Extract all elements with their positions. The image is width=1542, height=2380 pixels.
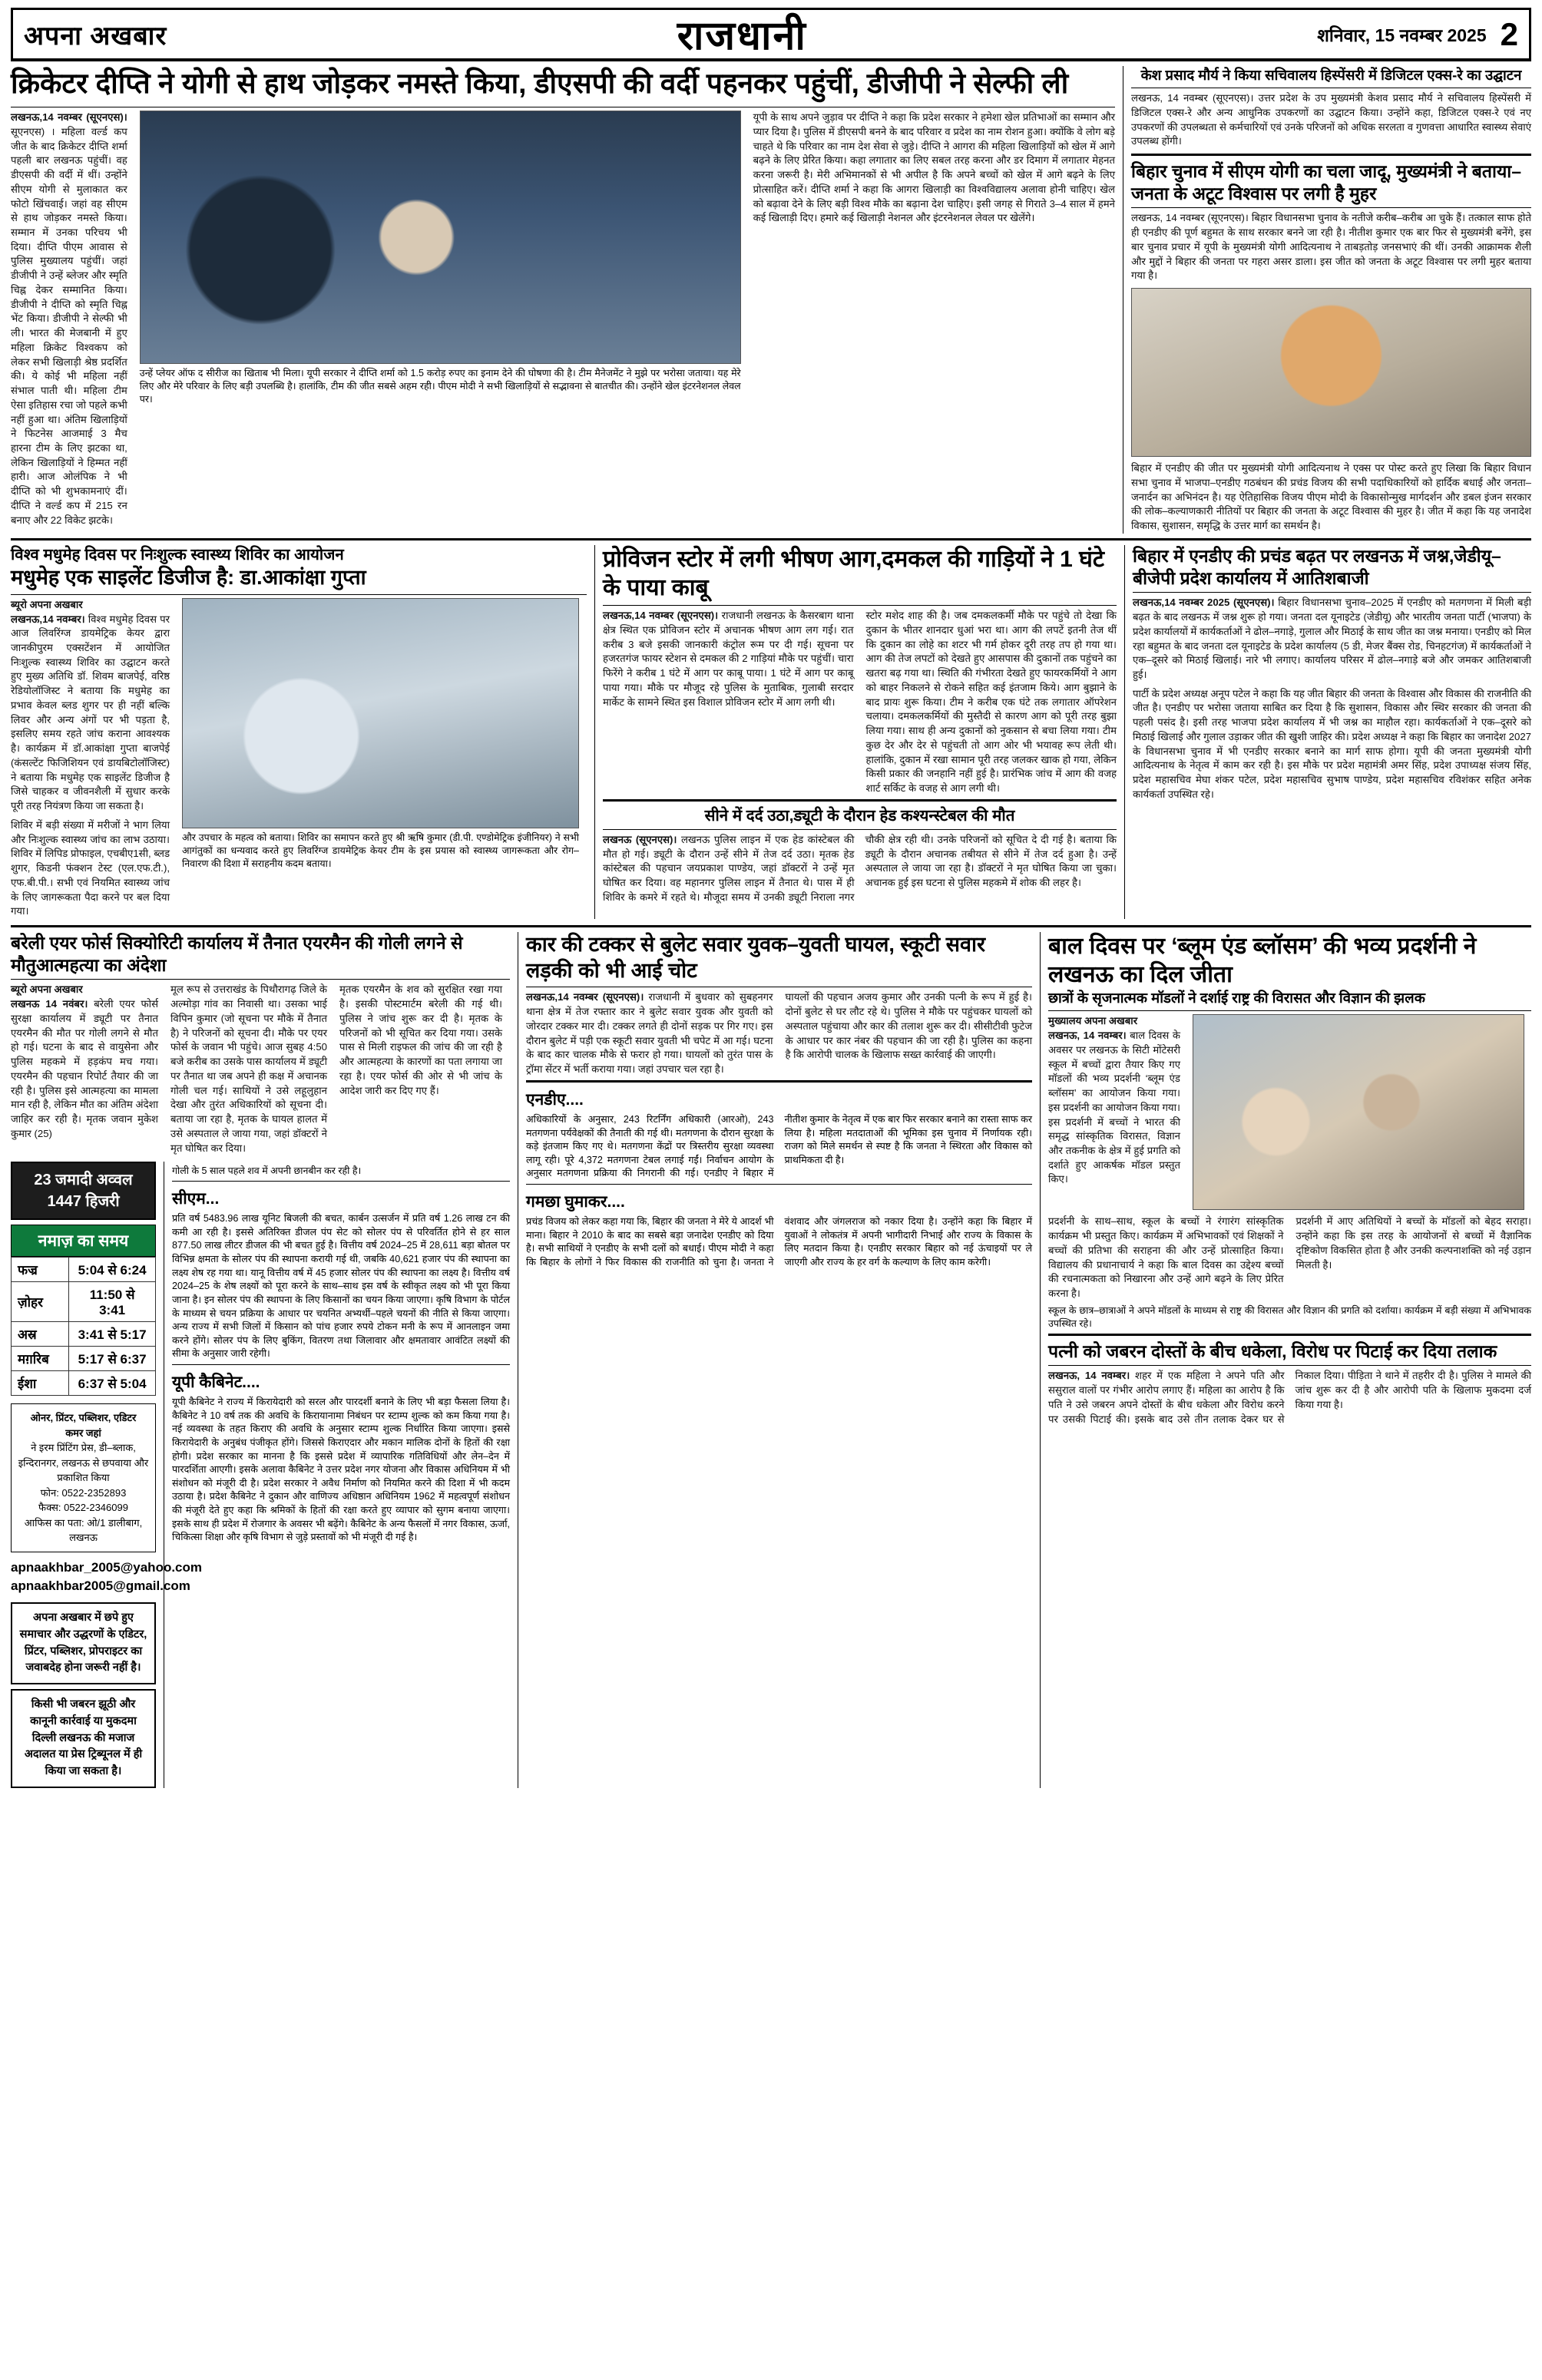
- nda-celebration-article: [1124, 545, 1531, 919]
- yogi-col2: लखनऊ, 14 नवम्बर (सूएनएस)। बिहार विधानसभा चुनाव के नतीजे करीब–करीब आ चुके हैं। तत्काल साफ होते ही एनडीए की पूर्ण बहुमत के साथ सरकार बनने जा रही है। नीतीश कुमार एक बार फिर से मुख्यमंत्री बनेंगे, इस बार चुनाव प्रचार में यूपी के मुख्यमंत्री योगी आदित्यनाथ ने ताबड़तोड़ जनसभाएं की थीं। उनकी आक्रामक शैली और मुद्दों ने बिहार की जनता पर गहरा असर डाला। इस जीत को जनता के अटूट विश्वास पर लगी मुहर बताया गया है।: [1131, 212, 1531, 282]
- car-col-1: [526, 990, 779, 1076]
- health-dateline: लखनऊ,14 नवम्बर।: [11, 613, 85, 625]
- imprint-name: कमर जहां: [65, 1426, 101, 1439]
- table-row: [12, 1371, 156, 1396]
- lead-dateline: लखनऊ,14 नवम्बर (सूएनएस)।: [11, 111, 127, 124]
- namaz-name: अस्र: [12, 1322, 69, 1347]
- airforce-caption: गोली के 5 साल पहले शव में अपनी छानबीन कर रही है।: [172, 1165, 362, 1177]
- namaz-time: 6:37 से 5:04: [69, 1371, 156, 1396]
- yogi-headline: बिहार चुनाव में सीएम योगी का चला जादू, मुख्यमंत्री ने बताया– जनता के अटूट विश्वास पर लगी है मुहर: [1131, 160, 1522, 203]
- namaz-name: मग़रिब: [12, 1347, 69, 1371]
- table-row: [12, 1258, 156, 1282]
- legal-jurisdiction-box: किसी भी जबरन झूठी और कानूनी कार्रवाई या मुकदमा दिल्ली लखनऊ की मजाज अदालत या प्रेस ट्रिब्यूनल में ही किया जा सकता है।: [11, 1689, 156, 1788]
- jump-ghumakkar-label: गमछा घुमाकर....: [526, 1193, 625, 1211]
- fire-col-2: [860, 609, 1117, 796]
- lead-article: [11, 66, 1123, 534]
- health-headline-1: विश्व मधुमेह दिवस पर निःशुल्क स्वास्थ्य शिविर का आयोजन: [11, 545, 344, 564]
- lead-col-2: [747, 111, 1115, 527]
- lead-col1-text: सूएनएस) । महिला वर्ल्ड कप जीत के बाद क्रिकेटर दीप्ति शर्मा पहली बार लखनऊ पहुंचीं। वह डीएसपी की वर्दी में थीं। उन्होंने सीएम योगी से मुलाकात कर फोटो खिंचवाई। जहां वह सीएम से हाथ जोड़कर नमस्ते किया। सम्मान में उनका परिचय भी दिया। दीप्ति पीएम आवास से पुलिस मुख्यालय पहुंचीं। जहां डीजीपी ने उन्हें ब्लेजर और स्मृति चिह्न देकर सम्मानित किया। डीजीपी ने दीप्ति को स्मृति चिह्न भेंट किया। डीजीपी ने सेल्फी भी ली। भारत की मेजबानी में हुए महिला क्रिकेट विश्वकप को लेकर सभी खिलाड़ी श्रेष्ठ प्रदर्शित की। ये कोई भी महिला नहीं संभाल पाती थी। महिला टीम ऐसा इतिहास रचा जो पहले कभी नहीं हुआ था। अंतिम खिलाड़ियों ने फिटनेस आजमाई 3 मैच हारना टीम के लिए झटका था, लेकिन खिलाड़ियों ने हिम्मत नहीं हारी। आज ओलंपिक ने भी दीप्ति को भी शुभकामनाएं दीं। दीप्ति ने वर्ल्ड कप में 215 रन बनाए और 22 विकेट झटके।: [11, 125, 127, 526]
- namaz-time: 3:41 से 5:17: [69, 1322, 156, 1347]
- bal-diwas-headline: बाल दिवस पर ‘ब्लूम एंड ब्लॉसम’ की भव्य प्रदर्शनी ने लखनऊ का दिल जीता: [1048, 933, 1477, 988]
- namaz-name: फज्र: [12, 1258, 69, 1282]
- nda-col2-text: पार्टी के प्रदेश अध्यक्ष अनूप पटेल ने कहा कि यह जीत बिहार की जनता के विश्वास और विकास की राजनीति की जीत है। एनडीए पर भरोसा जताया साबित कर दिया है कि सुशासन, विकास और स्थिर सरकार की जनता की पहली पसंद है। इसी तरह भाजपा प्रदेश कार्यालय में भी जश्न का माहौल रहा। कार्यकर्ताओं ने एक–दूसरे को मिठाई खिलाई और गुलाल उड़ाकर जीत की खुशी जाहिर की। प्रदेश अध्यक्ष ने कहा कि बिहार का जनादेश 2027 के विधानसभा चुनाव में भी एनडीए सरकार बनाने का मार्ग साफ होगा। यूपी की जनता मुख्यमंत्री योगी आदित्यनाथ के नेतृत्व में काम कर रही है। इस मौके पर प्रदेश महामंत्री अमर सिंह, प्रदेश उपाध्यक्ष संजय सिंह, प्रदेश महासचिव मेघा शंकर पटेल, प्रदेश महासचिव सुभाष पाण्डेय, प्रदेश महासचिव रविशंकर सहित अनेक कार्यकर्ता उपस्थित रहे।: [1133, 687, 1531, 800]
- health-col-1: [11, 598, 176, 919]
- jump-cabinet-label: यूपी कैबिनेट....: [172, 1373, 260, 1392]
- bal-diwas-col-3: [1290, 1215, 1532, 1301]
- lead-col2-text: यूपी के साथ अपने जुड़ाव पर दीप्ति ने कहा कि प्रदेश सरकार ने हमेशा खेल प्रतिभाओं का सम्मान और प्यार दिया है। पुलिस में डीएसपी बनने के बाद परिवार व प्रदेश का नाम रोशन हुआ। क्योंकि वे लोग बड़े चाहते थे कि परिवार का नाम देश सेवा से जुड़े। दीप्ति ने आगरा की महिला खिलाड़ियों को खेल में आगे बढ़ने के लिए प्रेरित किया। कहा लगातार का लिए सबल तरह करना और डर दिमाग में लगातार मेहनत करना जरूरी है। मेरी अभिमानकों से भी अपील है कि अपने बच्चों को खेल में आगे बढ़ने के लिए प्रोत्साहित करें। दीप्ति शर्मा ने कहा कि आगरा खिलाड़ी का विश्वविद्यालय अलावा होनी चाहिए। खेल को बढ़ावा देने के लिए बड़ी विश्व मौके का बढ़ाना देश चाहिए। इसी जगह से गिराते 3–4 साल में हमने कई खिलाड़ी दिए। हमारे कई खिलाड़ी नेशनल और इंटरनेशनल लेवल पर खेलेंगे।: [753, 111, 1115, 224]
- imprint-roles: ओनर, प्रिंटर, पब्लिशर, एडिटर: [30, 1412, 137, 1424]
- email-block: [11, 1559, 203, 1596]
- airforce-block: [11, 932, 518, 1788]
- airforce-dateline: लखनऊ 14 नवंबर।: [11, 998, 88, 1010]
- airforce-col3-text: मृतक एयरमैन के शव को सुरक्षित रखा गया है। इसकी पोस्टमार्टम बरेली की गई थी। पुलिस ने जांच शुरू कर दी है। मृतक के परिजनों को भी सूचित कर दिया गया। उसके पास से मिली राइफल की जांच की जा रही है और आत्महत्या के कारणों का पता लगाया जा रहा है। एयर फोर्स की ओर से भी जांच के आदेश जारी कर दिए गए हैं।: [339, 983, 502, 1096]
- constable-headline: सीने में दर्द उठा,ड्यूटी के दौरान हेड कश्यन्स्टेबल की मौत: [704, 806, 1015, 825]
- namaz-time: 11:50 से 3:41: [69, 1282, 156, 1322]
- imprint-fax: फैक्स: 0522-2346099: [38, 1502, 128, 1514]
- namaz-time: 5:17 से 6:37: [69, 1347, 156, 1371]
- namaz-timing-table: [11, 1257, 156, 1396]
- table-row: [12, 1322, 156, 1347]
- airforce-col2-text: मूल रूप से उत्तराखंड के पिथौरागढ़ जिले के अल्मोड़ा गांव का निवासी था। उसका भाई विपिन कुमार (जो सूचना पर मौके में तैनात है) ने परिजनों को सूचना दी। मौके पर एयर फोर्स के जवान भी पहुंचे। आज सुबह 4:50 बजे करीब का उसके पास कार्यालय में ड्यूटी पर तैनात था जब अपने ही कक्ष में अचानक गोली चल गई। साथियों ने उसे लहूलुहान देखा और तुरंत अधिकारियों को सूचना दी। बताया जा रहा है, मृतक के घायल हालत में उसे अस्पताल ले जाया गया, जहां डॉक्टरों ने मृत घोषित कर दिया।: [170, 983, 327, 1154]
- section-two: [11, 538, 1531, 919]
- bal-diwas-col2-text: प्रदर्शनी के साथ–साथ, स्कूल के बच्चों ने रंगारंग सांस्कृतिक कार्यक्रम भी प्रस्तुत किए। कार्यक्रम में अभिभावकों एवं शिक्षकों ने बच्चों की प्रतिभा की सराहना की और उन्हें प्रोत्साहित किया। विद्यालय की प्रधानाचार्य ने कहा कि बाल दिवस का उद्देश्य बच्चों की रचनात्मकता को निखारना और उन्हें आगे बढ़ने के लिए प्रेरित करना है।: [1048, 1215, 1284, 1300]
- disclaimer-box: अपना अखबार में छपे हुए समाचार और उद्धरणों के एडिटर, प्रिंटर, पब्लिशर, प्रोपराइटर का जवाबदेह होना जरूरी नहीं है।: [11, 1602, 156, 1684]
- jump-cm-label: सीएम...: [172, 1190, 220, 1208]
- health-col1-text: विश्व मधुमेह दिवस पर आज लिवरिंग्ज डायमेट्रिक केयर द्वारा जानकीपुरम एक्सटेंशन में आयोजित निःशुल्क स्वास्थ्य शिविर का उद्घाटन करते हुए मुख्य अतिथि डॉ. शिवम बाजपेई, वरिष्ठ रेडियोलॉजिस्ट ने बताया कि मधुमेह का प्रभाव केवल ब्लड शुगर पर ही नहीं बल्कि लिवर और अन्य अंगों पर भी पड़ता है, इसलिए समय रहते जांच कराना आवश्यक है। कार्यक्रम में डॉ.आकांक्षा गुप्ता बाजपेई (कंसल्टेंट फिजिशियन एवं डायबिटोलॉजिस्ट) ने बताया कि मधुमेह एक साइलेंट डिजीज है जिसे चाहकर व जीवनशैली में सुधार करके पूरी तरह नियंत्रण किया जा सकता है।: [11, 613, 170, 812]
- health-camp-article: [11, 545, 594, 919]
- bal-diwas-photo-block: [1186, 1014, 1524, 1210]
- yogi-photo: [1131, 288, 1531, 457]
- lead-section: [11, 66, 1531, 534]
- health-photo: [182, 598, 579, 828]
- lead-photo-caption: उन्हें प्लेयर ऑफ द सीरीज का खिताब भी मिला। यूपी सरकार ने दीप्ति शर्मा को 1.5 करोड़ रुपए का इनाम देने की घोषणा की है। टीम मैनेजमेंट ने मुझे पर भरोसा जताया। यह मेरे लिए और मेरे परिवार के लिए बड़ी उपलब्धि है। हालांकि, टीम की जीत सबसे अहम रही। पीएम मोदी ने सभी खिलाड़ियों से सद्भावना से बातचीत की। उन्होंने खेल इंटरनेशनल लेवल पर।: [139, 368, 741, 405]
- nda-headline: बिहार में एनडीए की प्रचंड बढ़त पर लखनऊ में जश्न,जेडीयू–बीजेपी प्रदेश कार्यालय में आतिशबाजी: [1133, 545, 1501, 588]
- bal-diwas-subhead: छात्रों के सृजनात्मक मॉडलों ने दर्शाई राष्ट्र की विरासत और विज्ञान की झलक: [1048, 990, 1425, 1007]
- fire-dateline: लखनऊ,14 नवम्बर (सूएनएस)।: [603, 610, 719, 622]
- lead-photo: [140, 111, 741, 364]
- email-secondary[interactable]: apnaakhbar2005@gmail.com: [11, 1578, 190, 1594]
- health-photo-block: [176, 598, 579, 919]
- table-row: [12, 1347, 156, 1371]
- car-col-2: [779, 990, 1033, 1076]
- jump-ghumakkar-text: प्रचंड विजय को लेकर कहा गया कि, बिहार की जनता ने मेरे ये आदर्श भी माना। बिहार ने 2010 के बाद का सबसे बड़ा जनादेश एनडीए को दिया है। सभी साथियों ने एनडीए के सभी दलों को बधाई। पीएम मोदी ने कहा कि बिहार के लोगों ने फिर विकास की राजनीति को चुना है। जनता ने वंशवाद और जंगलराज को नकार दिया है। उन्होंने कहा कि बिहार में युवाओं ने लोकतंत्र में अपनी भागीदारी निभाई और राज्य के विकास के लिए मतदान किया है। एनडीए सरकार बिहार को नई ऊंचाइयों पर ले जाएगी और राज्य के हर वर्ग के कल्याण के लिए काम करेगी।: [526, 1216, 1032, 1268]
- imprint-box: [11, 1403, 156, 1552]
- car-col2-text: घायलों की पहचान अजय कुमार और उनकी पत्नी के रूप में हुई है। दोनों बुलेट से घर लौट रहे थे। पुलिस ने मौके पर पहुंचकर घायलों को अस्पताल पहुंचाया और कार की तलाश शुरू कर दी। सीसीटीवी फुटेज के आधार पर कार नंबर की पहचान की जा रही है। पुलिस का कहना है कि आरोपी चालक के खिलाफ सख्त कार्रवाई की जाएगी।: [785, 991, 1032, 1061]
- jump-cabinet-text: यूपी कैबिनेट ने राज्य में किरायेदारी को सरल और पारदर्शी बनाने के लिए भी बड़ा फैसला लिया है। कैबिनेट ने 10 वर्ष तक की अवधि के किरायानामा निबंधन पर स्टाम्प शुल्क को कम किया गया है। नई व्यवस्था के तहत किराए की अवधि के अनुसार स्टाम्प शुल्क निर्धारित किया जाएगा। इससे किरायेदारी के अनुबंध पंजीकृत होंगे। जिससे किराएदार और मकान मालिक दोनों के हितों की रक्षा होगी। प्रदेश सरकार का मानना है कि इससे प्रदेश में व्यापारिक गतिविधियों और लेन–देन में पारदर्शिता आएगी। इसके अलावा कैबिनेट ने उत्तर प्रदेश नगर योजना और विकास अधिनियम में भी संशोधन को मंजूरी दी है। प्रदेश सरकार ने अवैध निर्माण को नियमित करने की दिशा में भी कदम उठाया है। प्रदेश कैबिनेट ने दुकान और वाणिज्य अधिष्ठान अधिनियम 1962 में महत्वपूर्ण संशोधन की मंजूरी देते हुए कहा कि श्रमिकों के हितों की रक्षा करते हुए व्यापार को सुगम बनाया जाएगा। इसके साथ ही प्रदेश में रोजगार के अवसर भी बढ़ेंगे। कैबिनेट के अन्य फैसलों में नगर विकास, ऊर्जा, चिकित्सा शिक्षा और कृषि विभाग से जुड़े प्रस्तावों को भी मंजूरी दी गई है।: [172, 1397, 510, 1543]
- yogi-col3: बिहार में एनडीए की जीत पर मुख्यमंत्री योगी आदित्यनाथ ने एक्स पर पोस्ट करते हुए लिखा कि बिहार विधान सभा चुनाव में भाजपा–एनडीए गठबंधन की प्रचंड विजय की सभी पदाधिकारियों को हार्दिक बधाई और जनता– जनार्दन का अभिनंदन है। यह ऐतिहासिक विजय पीएम मोदी के विकासोन्मुख मार्गदर्शन और डबल इंजन सरकार की लोक–कल्याणकारी नीतियों पर बिहार की जनता के अटूट विश्वास की मुहर है। जीत में कहा कि यह जनादेश विकास, सुशासन, समृद्धि के उत्तर मार्ग का समर्थन है।: [1131, 462, 1531, 532]
- car-accident-headline: कार की टक्कर से बुलेट सवार युवक–युवती घायल, स्कूटी सवार लड़की को भी आई चोट: [526, 932, 986, 982]
- masthead-logo: अपना अखबार: [24, 21, 167, 51]
- talaq-dateline: लखनऊ, 14 नवम्बर।: [1048, 1370, 1130, 1382]
- jump-cm-text: प्रति वर्ष 5483.96 लाख यूनिट बिजली की बचत, कार्बन उत्सर्जन में प्रति वर्ष 1.26 लाख टन की कमी आ रही है। इससे अतिरिक्त डीजल पंप सेट को सोलर पंप से परिवर्तित होने से हर साल 877.50 लाख लीटर डीजल की भी बचत हुई है। वित्तीय वर्ष 2024–25 में 28,611 बड़ा बोतल पर विभिन्न क्षमता के सोलर पंप की स्थापना करायी गई थी, जबकि 40,621 हजार पंप की स्थापना का लक्ष्य शेष रह गया था। यानू वित्तीय वर्ष में 45 हजार सोलर पंप की स्थापना का लक्ष्य है। वित्तीय वर्ष 2024–25 के शेष लक्ष्यों को पूरा करने के साथ–साथ इस वर्ष के स्वीकृत लक्ष्य को भी पूरा किया जाना है। इन सोलर पंप की स्थापना के लिए किसानों का चयन किया जाएगा। कृषि विभाग के पोर्टल के माध्यम से चयन प्रक्रिया के आधार पर चयनित अभ्यर्थी–पहले चयनों की नीति से किया जाएगा। अन्य राज्य में सभी जिलों में किसान को पांच हजार रुपये टोकन मनी के रूप में आनलाइन जमा करने होंगे। सोलर पंप के लिए बुकिंग, वितरण तथा जिलावार और क्षमतावार आवंटित लक्ष्यों की सीमा के अनुसार जारी रहेगी।: [172, 1213, 510, 1360]
- imprint-phone: फोन: 0522-2352893: [40, 1486, 127, 1499]
- health-headline-2: मधुमेह एक साइलेंट डिजीज है: डा.आकांक्षा गुप्ता: [11, 566, 366, 590]
- health-col2-text: शिविर में बड़ी संख्या में मरीजों ने भाग लिया और निःशुल्क स्वास्थ्य जांच का लाभ उठाया। शिविर में लिपिड प्रोफाइल, एचबीए1सी, ब्लड शुगर, किडनी फंक्शन टेस्ट (एल.एफ.टी.), एफ.बी.पी.। सभी एवं नियमित स्वास्थ्य जांच के लिए जागरूकता पैदा करने पर बल दिया गया।: [11, 818, 170, 917]
- bal-diwas-block: [1040, 932, 1531, 1788]
- fire-article: [594, 545, 1124, 919]
- imprint-address: आफिस का पता: ओ/1 डालीबाग, लखनऊ: [24, 1516, 143, 1544]
- imprint-press: ने इरम प्रिंटिंग प्रेस, डी–ब्लाक, इन्दिरानगर, लखनऊ से छपवाया और प्रकाशित किया: [18, 1442, 149, 1484]
- email-primary[interactable]: apnaakhbar_2005@yahoo.com: [11, 1559, 203, 1575]
- jump-column-left: [164, 1162, 510, 1788]
- bal-diwas-photo: [1193, 1014, 1524, 1210]
- bal-diwas-source: मुख्यालय अपना अखबार: [1048, 1015, 1138, 1027]
- page-number: 2: [1500, 15, 1518, 52]
- masthead-date: शनिवार, 15 नवम्बर 2025: [1317, 25, 1487, 45]
- talaq-text: शहर में एक महिला ने अपने पति और ससुराल वालों पर गंभीर आरोप लगाए हैं। महिला का आरोप है कि पति ने उसे जबरन अपने दोस्तों के बीच धकेला और विरोध करने पर उसकी पिटाई की। इसके बाद उसे तीन तलाक देकर घर से निकाल दिया। पीड़िता ने थाने में तहरीर दी है। पुलिस ने मामले की जांच शुरू कर दी है और आरोपी पति के खिलाफ मुकदमा दर्ज किया गया है।: [1048, 1370, 1531, 1425]
- fire-headline: प्रोविजन स्टोर में लगी भीषण आग,दमकल की गाड़ियों ने 1 घंटे के पाया काबू: [603, 546, 1104, 601]
- bal-diwas-col1-text: बाल दिवस के अवसर पर लखनऊ के सिटी मोंटेसरी स्कूल में बच्चों द्वारा तैयार किए गए मॉडलों की भव्य प्रदर्शनी ‘ब्लूम एंड ब्लॉसम’ का आयोजन किया गया। इस प्रदर्शनी का आयोजन किया गया। इस प्रदर्शनी में बच्चों ने भारत की समृद्ध सांस्कृतिक विरासत, विज्ञान और तकनीक के क्षेत्र में हुई प्रगति को दर्शाते हुए आकर्षक मॉडल प्रस्तुत किए।: [1048, 1030, 1180, 1185]
- yogi-col1: लखनऊ, 14 नवम्बर (सूएनएस)। उत्तर प्रदेश के उप मुख्यमंत्री केशव प्रसाद मौर्य ने सचिवालय हिस्पेंसरी में डिजिटल एक्स-रे और अन्य आधुनिक उपकरणों का उद्घाटन किया। उन्होंने कहा, डिजिटल एक्स-रे एवं नए उपकरणों की उपलब्धता से कर्मचारियों एवं उनके परिजनों को अधिक सरलता व गुणवत्ता आधारित स्वास्थ्य सेवाएं उपलब्ध होंगी।: [1131, 92, 1531, 147]
- health-photo-caption: और उपचार के महत्व को बताया। शिविर का समापन करते हुए श्री ऋषि कुमार (डी.पी. एण्डोमेट्रिक इंजीनियर) ने सभी आगंतुकों का धन्यवाद करते हुए लिवरिंग्ज डायमेट्रिक केयर टीम के इस प्रयास को स्वास्थ्य जागरूकता और रोग–निवारण की दिशा में सराहनीय कदम बताया।: [182, 831, 579, 869]
- hijri-date-box: 23 जमादी अव्वल 1447 हिजरी: [11, 1162, 156, 1220]
- fire-col-1: [603, 609, 860, 796]
- lead-photo-block: [134, 111, 747, 527]
- airforce-col-3: [333, 983, 502, 1155]
- yogi-article: [1123, 66, 1531, 534]
- namaz-timing-title: नमाज़ का समय: [11, 1225, 156, 1257]
- table-row: [12, 1282, 156, 1322]
- bal-diwas-col3-text: प्रदर्शनी में आए अतिथियों ने बच्चों के मॉडलों को बेहद सराहा। उन्होंने कहा कि इस तरह के आयोजनों से बच्चों में वैज्ञानिक दृष्टिकोण विकसित होता है और उनकी कल्पनाशक्ति को नई उड़ान मिलती है।: [1295, 1215, 1531, 1271]
- namaz-name: ज़ोहर: [12, 1282, 69, 1322]
- constable-dateline: लखनऊ (सूएनएस)।: [603, 833, 677, 845]
- car-col1-text: राजधानी में बुधवार को सुबहनगर थाना क्षेत्र में तेज रफ्तार कार ने बुलेट सवार युवक और युवती को जोरदार टक्कर मार दी। टक्कर लगते ही दोनों सड़क पर गिर गए। इस दौरान बुलेट में पड़ी एक स्कूटी सवार युवती भी चपेट में आ गई। घटना के बाद कार चालक मौके से फरार हो गया। घायलों को तुरंत पास के ट्रॉमा सेंटर में भर्ती कराया गया। जहां उपचार चल रहा है।: [526, 991, 773, 1076]
- airforce-col-2: [164, 983, 333, 1155]
- jump-nda-text: अधिकारियों के अनुसार, 243 रिटर्निंग अधिकारी (आरओ), 243 मतगणना पर्यवेक्षकों की तैनाती की गई थी। मतगणना के दौरान सुरक्षा के कड़े इंतजाम किए गए थे। मतगणना केंद्रों पर त्रिस्तरीय सुरक्षा व्यवस्था लागू रही। पूरे 4,372 मतगणना टेबल लगाई गईं। निर्वाचन आयोग के अनुसार मतगणना प्रक्रिया की निगरानी की गई। एनडीए ने बिहार में नीतीश कुमार के नेतृत्व में एक बार फिर सरकार बनाने का रास्ता साफ कर लिया है। महिला मतदाताओं की भूमिका इस चुनाव में निर्णायक रही। राजग को मिले समर्थन से स्पष्ट है कि जनता ने स्थिरता और विकास को प्राथमिकता दी है।: [526, 1113, 1032, 1179]
- airforce-source: ब्यूरो अपना अखबार: [11, 983, 83, 996]
- constable-text: लखनऊ पुलिस लाइन में एक हेड कांस्टेबल की मौत हो गई। ड्यूटी के दौरान उन्हें सीने में तेज दर्द उठा। मृतक हेड कांस्टेबल की पहचान जयप्रकाश पाण्डेय, जहां डॉक्टरों ने उन्हें मृत घोषित कर दिया। वह महानगर पुलिस लाइन में तैनात थे। पास में ही शिविर के कमरे में रहते थे। मौजूदा समय में उनकी ड्यूटी निराला नगर चौकी क्षेत्र रही थी। उनके परिजनों को सूचित दे दी गई है। बताया कि ड्यूटी के दौरान अचानक तबीयत से सीने में तेज दर्द हुआ है। उन्हें अस्पताल ले जाया जा रहा है। डॉक्टरों ने मृत घोषित किया जा चुका। अचानक हुई इस घटना से पुलिस महकमे में शोक की लहर है।: [603, 833, 1117, 903]
- bal-diwas-col-2: [1048, 1215, 1290, 1301]
- masthead: [11, 8, 1531, 61]
- fire-col2-text: स्टोर मशेद शाह की है। जब दमकलकर्मी मौके पर पहुंचे तो देखा कि दुकान के भीतर शानदार धुआं भरा था। आग की लपटें इतनी तेज थीं कि दुकान का लोहे का शटर भी गर्म होकर दूरी तरह तप हो गया था। आग की तेज लपटों को देखते हुए आसपास की दुकानों तक पहुंचने का खतरा बढ़ गया था। स्थिति की गंभीरता देखते हुए फायरकर्मियों ने आग को बाहर निकलने से रोकने सहित कई इंतजाम किये। आग बुझाने के बाद प्रायः शुरू किया। टीम ने करीब एक घंटे तक लगातार ऑपरेशन चलाया। दमकलकर्मियों की मुस्तैदी से कारण आग को पूरी तरह बुझा लिया गया। साथ ही अन्य दुकानों को नुकसान से बचा लिया गया। टीम कुछ देर और देर से पहुंचती तो आग ओर भी भयावह रूप लेती थी। हालांकि, दुकान में रखा सामान पूरी तरह जलकर खाक हो गया, लेकिन किसी प्रकार की जनहानि नहीं हुई है। प्रारंभिक जांच में आग की वजह शार्ट सर्किट के वजह से आग लगी थी।: [865, 610, 1117, 795]
- namaz-name: ईशा: [12, 1371, 69, 1396]
- airforce-col1-text: बरेली एयर फोर्स सुरक्षा कार्यालय में ड्यूटी पर तैनात एयरमैन की मौत पर गोली लगने से मौत हो गई। घटना के बाद से वायुसेना और पुलिस महकमे में हड़कंप मच गया। एयरमैन की पहचान रिपोर्ट तैयार की जा रही है। पुलिस इसे आत्महत्या का मामला मान रही है, लेकिन मौत का अंतिम अंदेशा जाहिर कर रही है। मृतक जवान मुकेश कुमार (25): [11, 998, 159, 1139]
- fire-col1-text: राजधानी लखनऊ के कैसरबाग थाना क्षेत्र स्थित एक प्रोविजन स्टोर में अचानक भीषण आग लग गई। रात करीब 3 बजे इसकी जानकारी कंट्रोल रूम पर दी गई। सूचना पर हजरतगंज फायर स्टेशन से दमकल की 2 गाड़ियां मौके पर पहुंचीं। चारा फिरेंगे ने करीब 1 घंटे में आग पर काबू पाया। 1 घंटे में आग पर काबू पाया गया। मौके पर मौजूद रहे पुलिस के मुताबिक, गुलाबी सरदार मार्केट के सामने स्थित इस विशाल प्रोविजन स्टोर में आग लगी थी।: [603, 610, 854, 708]
- airforce-col-1: [11, 983, 164, 1155]
- namaz-time: 5:04 से 6:24: [69, 1258, 156, 1282]
- jump-nda-label: एनडीए....: [526, 1090, 584, 1109]
- yogi-kicker: केश प्रसाद मौर्य ने किया सचिवालय हिस्पेंसरी में डिजिटल एक्स-रे का उद्घाटन: [1140, 67, 1522, 83]
- bal-diwas-dateline: लखनऊ, 14 नवम्बर।: [1048, 1030, 1127, 1042]
- page-title: राजधानी: [677, 14, 807, 58]
- car-accident-block: [518, 932, 1040, 1788]
- nda-dateline: लखनऊ,14 नवम्बर 2025 (सूएनएस)।: [1133, 597, 1275, 609]
- car-dateline: लखनऊ,14 नवम्बर (सूएनएस)।: [526, 991, 644, 1003]
- talaq-headline: पत्नी को जबरन दोस्तों के बीच धकेला, विरोध पर पिटाई कर दिया तलाक: [1048, 1340, 1497, 1361]
- bal-diwas-col-1: [1048, 1014, 1186, 1210]
- lead-col-1: [11, 111, 134, 527]
- section-three: [11, 925, 1531, 1788]
- airforce-headline: बरेली एयर फोर्स सिक्योरिटी कार्यालय में तैनात एयरमैन की गोली लगने से मौतुआत्महत्या का अंदेशा: [11, 932, 463, 975]
- lead-headline: क्रिकेटर दीप्ति ने योगी से हाथ जोड़कर नमस्ते किया, डीएसपी की वर्दी पहनकर पहुंचीं, डीजीपी ने सेल्फी ली: [11, 68, 1069, 99]
- nda-col1-text: बिहार विधानसभा चुनाव–2025 में एनडीए को मतगणना में मिली बड़ी बढ़त के बाद लखनऊ में जश्न शुरू हो गया। जनता दल यूनाइटेड (जेडीयू) और भारतीय जनता पार्टी (भाजपा) के प्रदेश कार्यालयों में कार्यकर्ताओं ने ढोल–नगाड़े, गुलाल और मिठाई के साथ जीत का जश्न मनाया। एनडीए को मिल रहा बहुमत के बाद जनता दल यूनाइटेड के प्रदेश कार्यालय (5 डी, मेजर बैंक्स रोड, चिनहटगंज) में कार्यकर्ताओं ने एक–दूसरे को मिठाई खिलाई। नारे भी लगाए। कार्यालय परिसर में ढोल–नगाड़े बजे और जमकर आतिशबाजी हुई।: [1133, 597, 1531, 680]
- bal-diwas-caption: स्कूल के छात्र–छात्राओं ने अपने मॉडलों के माध्यम से राष्ट्र की विरासत और विज्ञान की प्रगति को दर्शाया। कार्यक्रम में बड़ी संख्या में अभिभावक उपस्थित रहे।: [1048, 1304, 1531, 1329]
- health-source: ब्यूरो अपना अखबार: [11, 598, 83, 610]
